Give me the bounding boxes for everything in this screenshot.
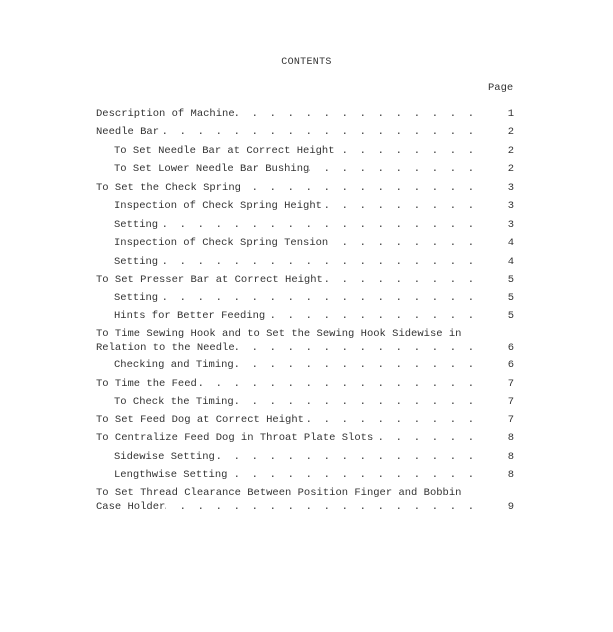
toc-entry xyxy=(114,468,516,482)
toc-entry-title: To Time Sewing Hook and to Set the Sewing Hook Sidewise in xyxy=(96,328,462,340)
toc-entry-page: 7 xyxy=(507,378,514,390)
toc-entry-title: Setting xyxy=(114,256,159,268)
dot-leader xyxy=(234,395,474,409)
dot-leader xyxy=(158,255,474,269)
dot-leader xyxy=(304,413,474,427)
toc-entry-page: 8 xyxy=(507,432,514,444)
toc-entry xyxy=(96,377,516,391)
toc-entry xyxy=(96,273,516,287)
toc-entry xyxy=(114,358,516,372)
toc-entry xyxy=(96,413,516,427)
toc-entry-title: Description of Machine xyxy=(96,108,235,120)
toc-entry-title: Setting xyxy=(114,292,159,304)
toc-entry-page: 3 xyxy=(507,182,514,194)
toc-entry xyxy=(114,236,516,250)
dot-leader xyxy=(265,309,474,323)
toc-entry-page: 6 xyxy=(507,359,514,371)
dot-leader xyxy=(197,377,474,391)
toc-entry-title: Sidewise Setting xyxy=(114,451,215,463)
toc-entry xyxy=(96,486,516,514)
toc-entry xyxy=(114,309,516,323)
toc-entry-title-cont: Case Holder xyxy=(96,501,166,513)
toc-entry xyxy=(114,199,516,213)
dot-leader xyxy=(158,291,474,305)
dot-leader xyxy=(158,218,474,232)
toc-entry-page: 3 xyxy=(507,200,514,212)
toc-entry-title: Checking and Timing xyxy=(114,359,234,371)
toc-entry xyxy=(96,431,516,445)
dot-leader xyxy=(335,144,474,158)
dot-leader xyxy=(322,199,474,213)
dot-leader xyxy=(159,125,474,139)
toc-entry-title-cont: Relation to the Needle xyxy=(96,342,235,354)
dot-leader xyxy=(227,468,474,482)
toc-entry xyxy=(114,162,516,176)
toc-entry-page: 6 xyxy=(507,342,514,354)
toc-entry-page: 5 xyxy=(507,310,514,322)
toc-entry-title: Setting xyxy=(114,219,159,231)
toc-entry xyxy=(96,327,516,355)
toc-entry-page: 4 xyxy=(507,237,514,249)
toc-entry xyxy=(114,144,516,158)
toc-entry-title: To Check the Timing xyxy=(114,396,234,408)
dot-leader xyxy=(241,181,474,195)
toc-entry-page: 7 xyxy=(507,396,514,408)
toc-entry-title: Lengthwise Setting xyxy=(114,469,228,481)
toc-entry-title: To Centralize Feed Dog in Throat Plate Slots xyxy=(96,432,374,444)
toc-entry-title: To Set Lower Needle Bar Bushing xyxy=(114,163,310,175)
toc-entry-page: 8 xyxy=(507,469,514,481)
toc-entry-page: 5 xyxy=(507,274,514,286)
toc-entry-title: Hints for Better Feeding xyxy=(114,310,266,322)
toc-entry-title: To Set Presser Bar at Correct Height xyxy=(96,274,323,286)
toc-entry-page: 9 xyxy=(507,501,514,513)
toc-entry-page: 5 xyxy=(507,292,514,304)
dot-leader xyxy=(323,273,474,287)
toc-entry-page: 4 xyxy=(507,256,514,268)
dot-leader xyxy=(309,162,474,176)
dot-leader xyxy=(215,450,474,464)
dot-leader xyxy=(235,107,474,121)
toc-entry xyxy=(96,107,516,121)
dot-leader xyxy=(235,341,474,355)
toc-entry xyxy=(114,395,516,409)
toc-entry xyxy=(114,291,516,305)
toc-entry-page: 2 xyxy=(507,126,514,138)
toc-entry xyxy=(114,255,516,269)
dot-leader xyxy=(373,431,474,445)
toc-entry-page: 2 xyxy=(507,163,514,175)
toc-entry-title: Needle Bar xyxy=(96,126,160,138)
dot-leader xyxy=(165,500,474,514)
toc-entry-page: 7 xyxy=(507,414,514,426)
toc-entry-title: Inspection of Check Spring Height xyxy=(114,200,322,212)
toc-entry-title: Inspection of Check Spring Tension xyxy=(114,237,329,249)
toc-entry xyxy=(114,450,516,464)
dot-leader xyxy=(234,358,474,372)
toc-entry-title: To Set the Check Spring xyxy=(96,182,241,194)
toc-entry-page: 3 xyxy=(507,219,514,231)
toc-entry-title: To Set Feed Dog at Correct Height xyxy=(96,414,304,426)
contents-title: CONTENTS xyxy=(281,57,332,68)
toc-entry-title: To Set Thread Clearance Between Position Finger and Bobbin xyxy=(96,487,462,499)
toc-entry-title: To Set Needle Bar at Correct Height xyxy=(114,145,335,157)
toc-entry-title: To Time the Feed xyxy=(96,378,197,390)
toc-entry-page: 2 xyxy=(507,145,514,157)
page-column-header: Page xyxy=(488,82,514,94)
toc-entry xyxy=(114,218,516,232)
dot-leader xyxy=(328,236,474,250)
toc-entry-page: 8 xyxy=(507,451,514,463)
toc-entry-page: 1 xyxy=(507,108,514,120)
toc-entry xyxy=(96,181,516,195)
toc-entry xyxy=(96,125,516,139)
